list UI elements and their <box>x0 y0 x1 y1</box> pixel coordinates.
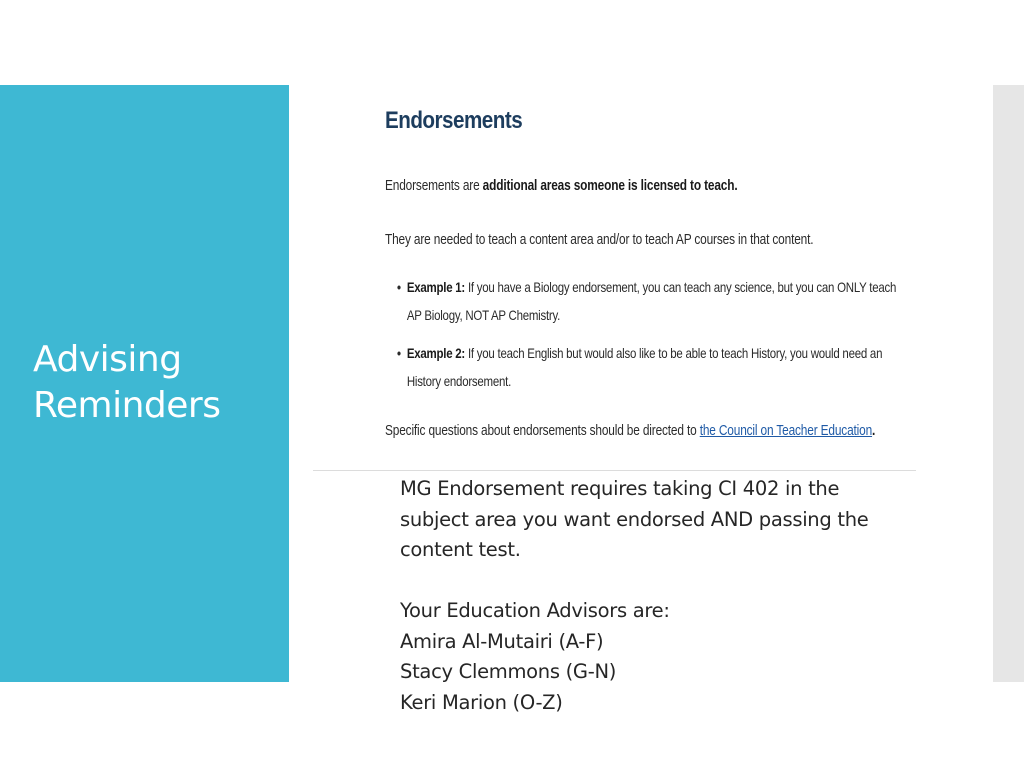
mg-endorsement-line-1: MG Endorsement requires taking CI 402 in the <box>400 477 840 500</box>
endorsements-questions <box>385 423 875 439</box>
mg-endorsement-line-2: subject area you want endorsed AND passing the <box>400 507 869 531</box>
slide-title <box>33 337 221 429</box>
side-strip <box>993 85 1024 682</box>
example-1-label: Example 1: <box>406 279 466 295</box>
council-link[interactable]: the Council on Teacher Education <box>699 423 873 439</box>
endorsements-heading: Endorsements <box>385 107 523 134</box>
bullet-dot-icon: • <box>397 279 401 295</box>
spacer <box>400 566 960 597</box>
example-1-bullet <box>397 273 905 329</box>
advisor-item: Stacy Clemmons (G-N) <box>400 660 617 683</box>
intro-bold-text: additional areas someone is licensed to teach. <box>482 178 738 194</box>
advisors-heading: Your Education Advisors are: <box>400 599 670 622</box>
mg-endorsement-line-3: content test. <box>400 538 521 561</box>
endorsements-screenshot <box>313 85 916 471</box>
endorsements-needed-text: They are needed to teach a content area and/or to teach AP courses in that content. <box>385 232 814 248</box>
example-2-text: If you teach English but would also like to be able to teach History, you would need an History endorsement. <box>406 345 883 389</box>
example-1-text: If you have a Biology endorsement, you can teach any science, but you can ONLY teach AP Biology, NOT AP Chemistry. <box>406 279 897 323</box>
example-2-bullet <box>397 339 905 395</box>
example-2-label: Example 2: <box>406 345 466 361</box>
bullet-dot-icon: • <box>397 345 401 361</box>
intro-text: Endorsements are <box>385 178 483 194</box>
advisor-item: Amira Al-Mutairi (A-F) <box>400 629 604 653</box>
slide-title-line-1: Advising <box>33 339 182 380</box>
advisor-item: Keri Marion (O-Z) <box>400 690 563 714</box>
questions-period: . <box>872 423 876 439</box>
slide-title-line-2: Reminders <box>33 385 221 426</box>
questions-text: Specific questions about endorsements should be directed to <box>385 423 700 439</box>
endorsements-intro <box>385 178 737 194</box>
advising-notes <box>400 474 960 718</box>
